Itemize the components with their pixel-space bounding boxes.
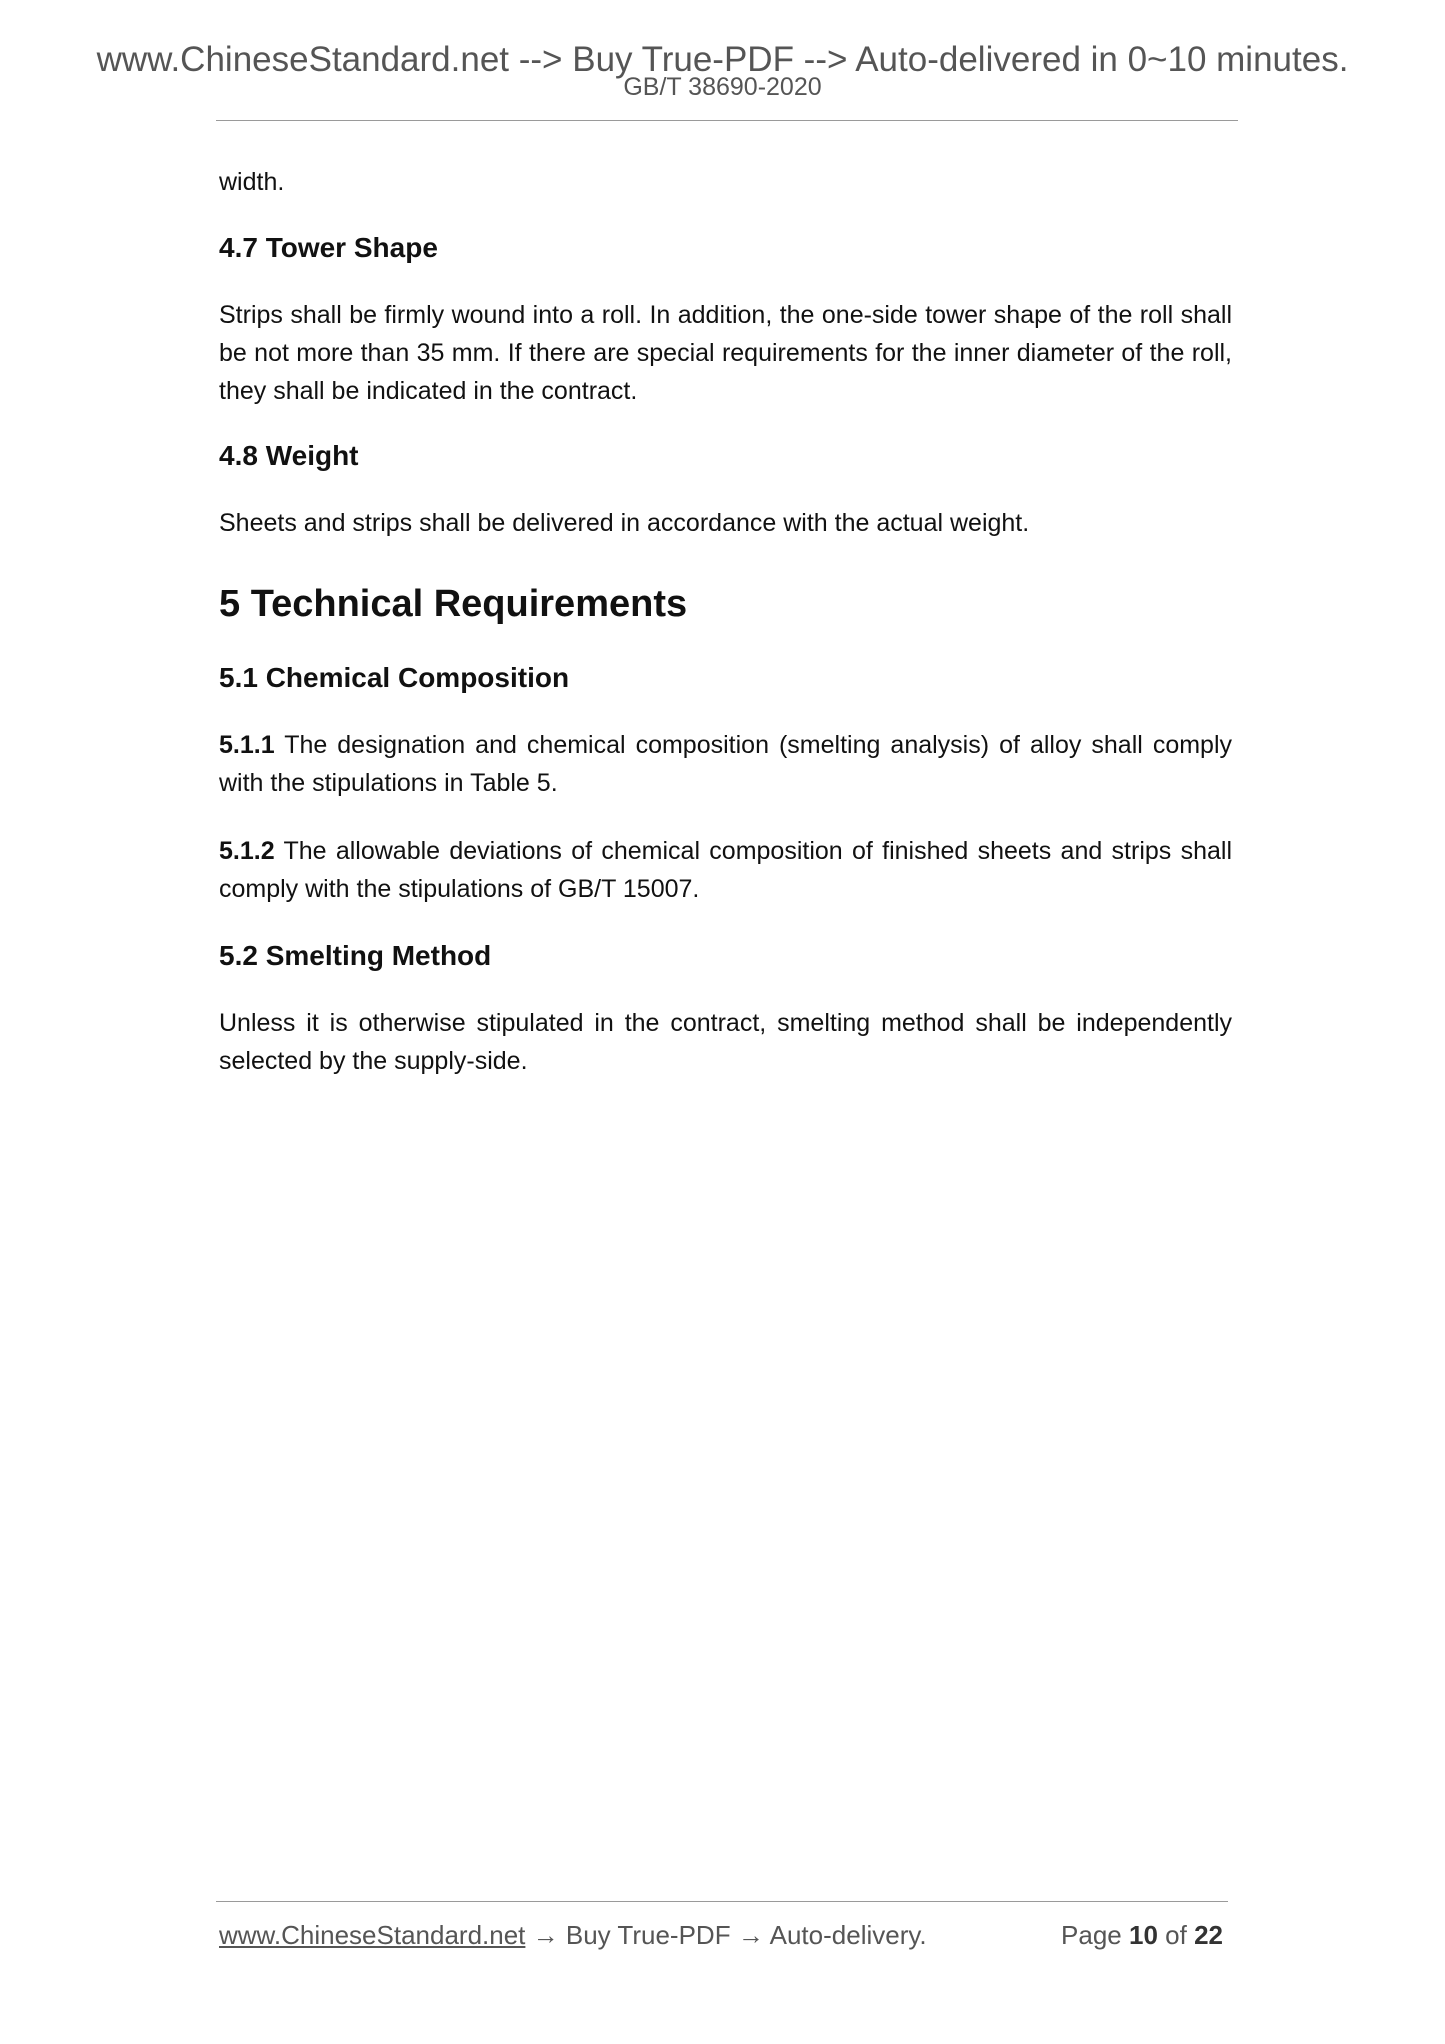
of-label: of bbox=[1165, 1920, 1187, 1950]
footer-promo bbox=[219, 1917, 927, 1953]
section-4-7-text: Strips shall be firmly wound into a roll. In addition, the one-side tower shape of the roll shall be not more than 35 mm. If there are special requirements for the inner diameter of the roll, they shall be indicated in the contract. bbox=[219, 301, 1232, 405]
clause-5-1-1 bbox=[219, 726, 1232, 802]
section-5-2-heading: 5.2 Smelting Method bbox=[219, 940, 492, 971]
page-indicator bbox=[1061, 1917, 1223, 1953]
section-4-8-heading: 4.8 Weight bbox=[219, 440, 359, 471]
total-pages: 22 bbox=[1194, 1920, 1223, 1950]
right-arrow-icon: → bbox=[737, 1920, 764, 1950]
clause-number: 5.1.1 bbox=[219, 731, 275, 759]
site-banner[interactable]: www.ChineseStandard.net --> Buy True-PDF --> Auto-delivered in 0~10 minutes. bbox=[96, 40, 1349, 79]
section-4-8-text: Sheets and strips shall be delivered in accordance with the actual weight. bbox=[219, 509, 1030, 537]
section-5-heading: 5 Technical Requirements bbox=[219, 583, 688, 625]
continuation-text: width. bbox=[219, 168, 285, 196]
document-code: GB/T 38690-2020 bbox=[623, 73, 822, 101]
clause-text: The designation and chemical composition (smelting analysis) of alloy shall comply with the stipulations in Table 5. bbox=[219, 731, 1232, 797]
footer-auto-text: Auto-delivery. bbox=[769, 1920, 927, 1950]
clause-5-1-2 bbox=[219, 832, 1232, 908]
page-footer bbox=[219, 1917, 1229, 1953]
page-number: 10 bbox=[1129, 1920, 1158, 1950]
footer-buy-text: Buy True-PDF bbox=[565, 1920, 731, 1950]
page-content bbox=[219, 163, 1232, 1080]
footer-divider bbox=[216, 1901, 1228, 1902]
clause-text: The allowable deviations of chemical composition of finished sheets and strips shall comply with the stipulations of GB/T 15007. bbox=[219, 837, 1232, 903]
header-divider bbox=[216, 120, 1238, 121]
page-label: Page bbox=[1061, 1920, 1122, 1950]
section-5-2-text: Unless it is otherwise stipulated in the contract, smelting method shall be independently selected by the supply-side. bbox=[219, 1009, 1232, 1075]
section-4-7-heading: 4.7 Tower Shape bbox=[219, 232, 438, 263]
footer-site-link[interactable]: www.ChineseStandard.net bbox=[219, 1920, 526, 1950]
section-5-1-heading: 5.1 Chemical Composition bbox=[219, 662, 570, 693]
clause-number: 5.1.2 bbox=[219, 837, 275, 865]
right-arrow-icon: → bbox=[532, 1920, 559, 1950]
